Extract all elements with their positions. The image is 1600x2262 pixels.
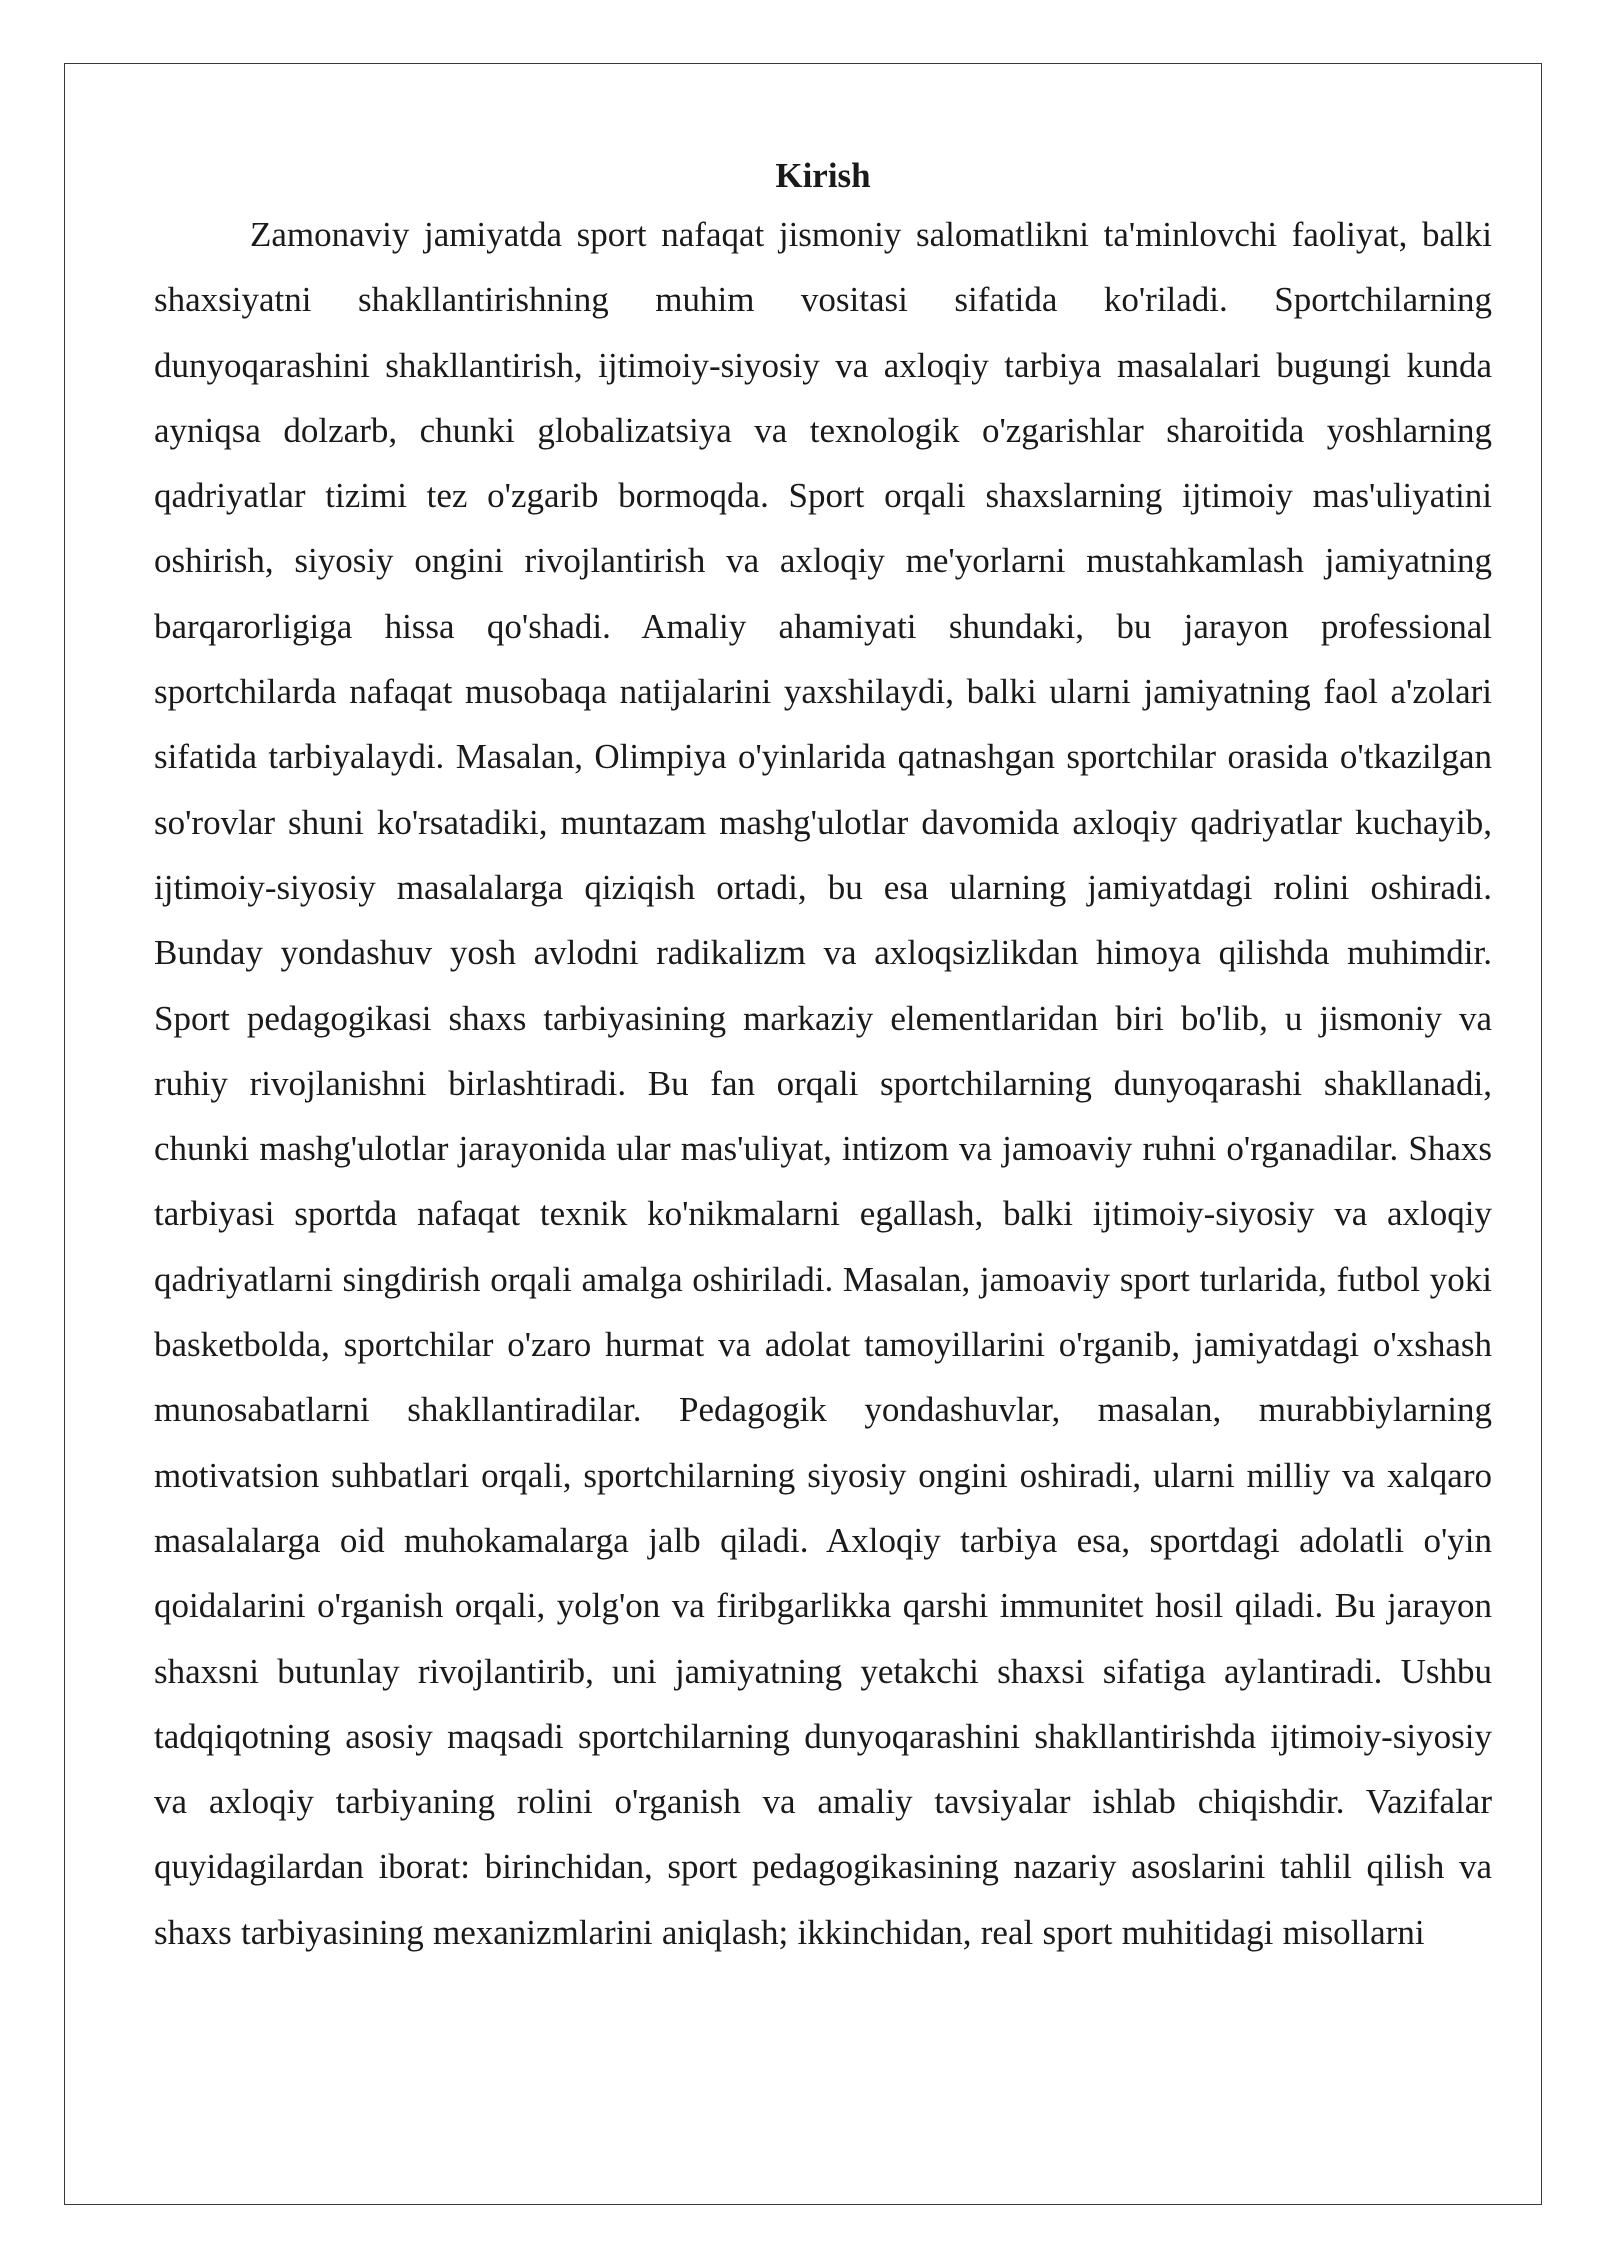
body-paragraph: Zamonaviy jamiyatda sport nafaqat jismoniy salomatlikni ta'minlovchi faoliyat, balki shaxsiyatni shakllantirishning muhim vositasi sifatida ko'riladi. Sportchilarning dunyoqarashini shakllantirish, ijtimoiy-siyosiy va axloqiy tarbiya masalalari bugungi kunda ayniqsa dolzarb, chunki globalizatsiya va texnologik o'zgarishlar sharoitida yoshlarning qadriyatlar tizimi tez o'zgarib bormoqda. Sport orqali shaxslarning ijtimoiy mas'uliyatini oshirish, siyosiy ongini rivojlantirish va axloqiy me'yorlarni mustahkamlash jamiyatning barqarorligiga hissa qo'shadi. Amaliy ahamiyati shundaki, bu jarayon professional sportchilarda nafaqat musobaqa natijalarini yaxshilaydi, balki ularni jamiyatning faol a'zolari sifatida tarbiyalaydi. Masalan, Olimpiya o'yinlarida qatnashgan sportchilar orasida o'tkazilgan so'rovlar shuni ko'rsatadiki, muntazam mashg'ulotlar davomida axloqiy qadriyatlar kuchayib, ijtimoiy-siyosiy masalalarga qiziqish ortadi, bu esa ularning jamiyatdagi rolini oshiradi. Bunday yondashuv yosh avlodni radikalizm va axloqsizlikdan himoya qilishda muhimdir. Sport pedagogikasi shaxs tarbiyasining markaziy elementlaridan biri bo'lib, u jismoniy va ruhiy rivojlanishni birlashtiradi. Bu fan orqali sportchilarning dunyoqarashi shakllanadi, chunki mashg'ulotlar jarayonida ular mas'uliyat, intizom va jamoaviy ruhni o'rganadilar. Shaxs tarbiyasi sportda nafaqat texnik ko'nikmalarni egallash, balki ijtimoiy-siyosiy va axloqiy qadriyatlarni singdirish orqali amalga oshiriladi. Masalan, jamoaviy sport turlarida, futbol yoki basketbolda, sportchilar o'zaro hurmat va adolat tamoyillarini o'rganib, jamiyatdagi o'xshash munosabatlarni shakllantiradilar. Pedagogik yondashuvlar, masalan, murabbiylarning motivatsion suhbatlari orqali, sportchilarning siyosiy ongini oshiradi, ularni milliy va xalqaro masalalarga oid muhokamalarga jalb qiladi. Axloqiy tarbiya esa, sportdagi adolatli o'yin qoidalarini o'rganish orqali, yolg'on va firibgarlikka qarshi immunitet hosil qiladi. Bu jarayon shaxsni butunlay rivojlantirib, uni jamiyatning yetakchi shaxsi sifatiga aylantiradi. Ushbu tadqiqotning asosiy maqsadi sportchilarning dunyoqarashini shakllantirishda ijtimoiy-siyosiy va axloqiy tarbiyaning rolini o'rganish va amaliy tavsiyalar ishlab chiqishdir. Vazifalar quyidagilardan iborat: birinchidan, sport pedagogikasining nazariy asoslarini tahlil qilish va shaxs tarbiyasining mexanizmlarini aniqlash; ikkinchidan, real sport muhitidagi misollarni	[154, 215, 1492, 1952]
section-title: Kirish	[775, 156, 871, 195]
document-body	[154, 150, 1492, 1965]
